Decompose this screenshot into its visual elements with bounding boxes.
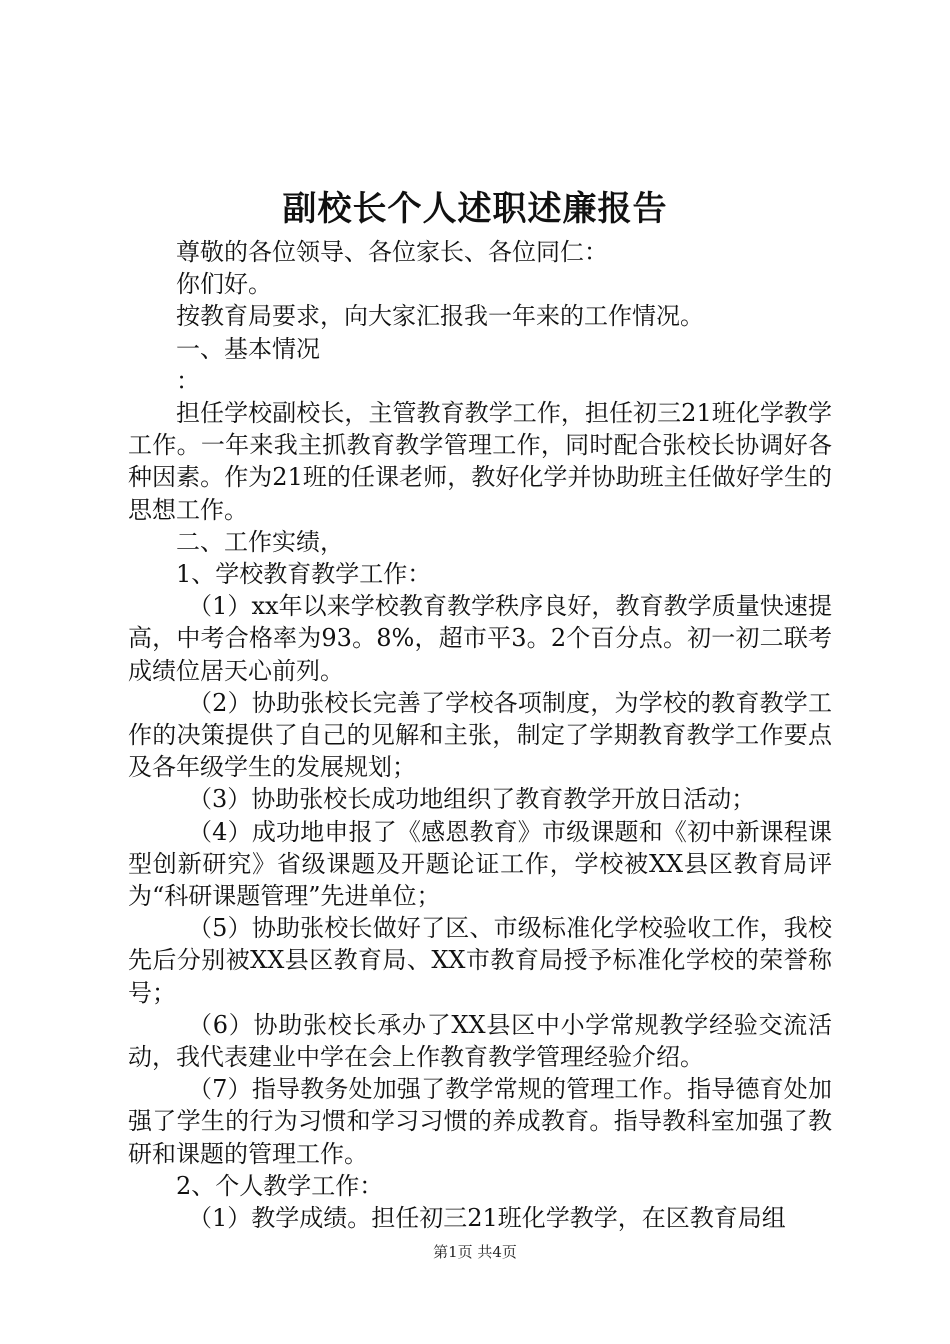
- paragraph-greeting: 你们好。: [176, 270, 272, 299]
- subsection-heading-personal: 2、个人教学工作：: [176, 1171, 384, 1200]
- section-heading-basic: 一、基本情况: [176, 334, 320, 363]
- document-title: 副校长个人述职述廉报告: [282, 189, 668, 229]
- list-item-6: （6）协助张校长承办了XX县区中小学常规教学经验交流活动，我代表建业中学在会上作教育教学管理经验介绍。: [128, 1010, 832, 1072]
- paragraph-intro: 按教育局要求，向大家汇报我一年来的工作情况。: [176, 302, 704, 331]
- list-item-5: （5）协助张校长做好了区、市级标准化学校验收工作，我校先后分别被XX县区教育局、XX市教育局授予标准化学校的荣誉称号；: [128, 914, 832, 1007]
- page-number: 第1页 共4页: [433, 1243, 517, 1261]
- document-body: [128, 236, 832, 1234]
- list-item-3: （3）协助张校长成功地组织了教育教学开放日活动；: [188, 785, 756, 814]
- list-item-7: （7）指导教务处加强了教学常规的管理工作。指导德育处加强了学生的行为习惯和学习习惯的养成教育。指导教科室加强了教研和课题的管理工作。: [128, 1075, 832, 1168]
- list-item-2: （2）协助张校长完善了学校各项制度，为学校的教育教学工作的决策提供了自己的见解和主张，制定了学期教育教学工作要点及各年级学生的发展规划；: [128, 688, 832, 782]
- paragraph-colon: ：: [176, 366, 200, 395]
- paragraph-salutation: 尊敬的各位领导、各位家长、各位同仁：: [176, 238, 608, 266]
- list-item-1: （1）xx年以来学校教育教学秩序良好，教育教学质量快速提高，中考合格率为93。8%，超市平3。2个百分点。初一初二联考成绩位居天心前列。: [128, 592, 832, 685]
- section-heading-achievements: 二、工作实绩，: [176, 527, 344, 556]
- list-item-personal-1: （1）教学成绩。担任初三21班化学教学，在区教育局组: [188, 1204, 786, 1233]
- list-item-4: （4）成功地申报了《感恩教育》市级课题和《初中新课程课型创新研究》省级课题及开题论证工作，学校被XX县区教育局评为“科研课题管理”先进单位；: [128, 817, 832, 911]
- subsection-heading-school: 1、学校教育教学工作：: [176, 560, 432, 589]
- paragraph-basic-info: 担任学校副校长，主管教育教学工作，担任初三21班化学教学工作。一年来我主抓教育教学管理工作，同时配合张校长协调好各种因素。作为21班的任课老师，教好化学并协助班主任做好学生的思想工作。: [128, 399, 832, 524]
